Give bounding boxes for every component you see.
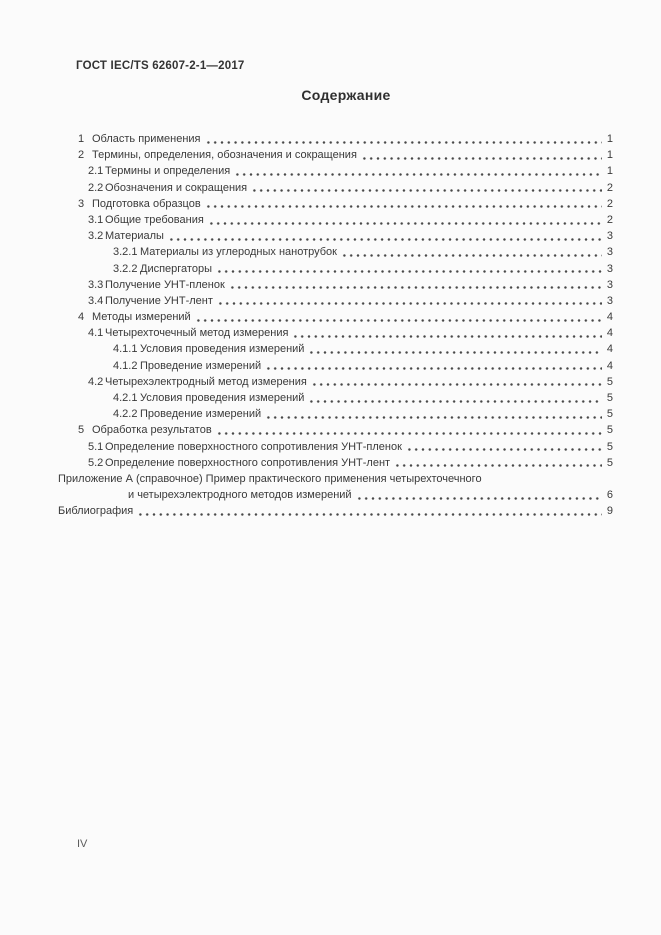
toc-entry-label: Условия проведения измерений <box>140 343 305 356</box>
toc-entry-page: 5 <box>606 456 613 469</box>
toc-entry <box>58 293 613 309</box>
toc-entry-label: Термины и определения <box>105 165 231 178</box>
toc-entry-page: 3 <box>606 294 613 307</box>
toc-entry <box>58 309 613 325</box>
toc-entry-page: 9 <box>606 505 613 518</box>
toc-entry-label: Материалы <box>105 230 164 243</box>
toc-entry-page: 5 <box>606 440 613 453</box>
toc-entry <box>58 228 613 244</box>
toc-entry-label: Общие требования <box>105 213 204 226</box>
dot-leader <box>308 390 602 406</box>
toc-entry-page: 3 <box>606 262 613 275</box>
toc-entry-page: 5 <box>606 375 613 388</box>
dot-leader <box>234 163 602 179</box>
toc-entry-label: Определение поверхностного сопротивления УНТ-пленок <box>105 440 402 453</box>
toc-entry <box>58 277 613 293</box>
toc-entry-page: 2 <box>606 213 613 226</box>
toc-entry-number: 3.2 <box>88 230 104 243</box>
toc-entry-number: 4.2.2 <box>113 408 138 421</box>
toc-entry-page: 6 <box>606 489 613 502</box>
toc-entry-page: 2 <box>606 181 613 194</box>
toc-entry <box>58 212 613 228</box>
toc-entry-label: Четырехэлектродный метод измерения <box>105 375 307 388</box>
toc-entry <box>58 487 613 503</box>
dot-leader <box>229 277 602 293</box>
toc-entry <box>58 341 613 357</box>
toc-entry-label: Подготовка образцов <box>92 197 201 210</box>
toc-entry-label: Условия проведения измерений <box>140 392 305 404</box>
toc-entry <box>58 163 613 179</box>
toc-entry-number: 3.1 <box>88 213 104 226</box>
toc-entry-page: 5 <box>606 408 613 421</box>
page-title: Содержание <box>301 87 391 103</box>
dot-leader <box>341 244 602 260</box>
dot-leader <box>292 325 602 341</box>
toc-entry-page: 1 <box>606 149 613 162</box>
toc-entry <box>58 196 613 212</box>
toc-entry-page: 2 <box>606 197 613 210</box>
toc-entry-label: Библиография <box>58 505 134 518</box>
toc-entry-number: 3.4 <box>88 294 104 307</box>
toc-entry <box>58 406 613 422</box>
dot-leader <box>308 341 602 357</box>
toc-entry <box>58 422 613 438</box>
dot-leader <box>217 293 602 309</box>
toc-entry-page: 4 <box>606 311 613 324</box>
toc-entry-label: Обозначения и сокращения <box>105 181 248 194</box>
toc-entry-number: 5.2 <box>88 456 104 469</box>
toc-entry-label: Область применения <box>92 133 201 145</box>
toc-entry <box>58 455 613 471</box>
dot-leader <box>394 455 602 471</box>
dot-leader <box>251 180 602 196</box>
toc-entry-page: 4 <box>606 343 613 356</box>
toc-entry <box>58 439 613 455</box>
toc-entry-label: Проведение измерений <box>140 408 262 421</box>
dot-leader <box>265 406 602 422</box>
toc-entry-number: 4.1.1 <box>113 343 138 356</box>
dot-leader <box>311 374 602 390</box>
dot-leader <box>356 487 602 503</box>
toc-entry <box>58 244 613 260</box>
toc-entry-label: Диспергаторы <box>140 262 212 275</box>
toc-entry-page: 3 <box>606 278 613 291</box>
page-number: IV <box>77 838 88 850</box>
dot-leader <box>168 228 602 244</box>
toc-entry-page: 1 <box>606 133 613 145</box>
toc-entry <box>58 261 613 277</box>
dot-leader <box>208 212 602 228</box>
document-header: ГОСТ IEC/TS 62607-2-1—2017 <box>76 60 245 72</box>
dot-leader <box>216 422 602 438</box>
toc-entry <box>58 374 613 390</box>
dot-leader <box>361 147 602 163</box>
toc-entry <box>58 325 613 341</box>
toc-entry-page: 1 <box>606 165 613 178</box>
toc-entry-label: Получение УНТ-лент <box>105 294 213 307</box>
toc-entry-number: 4.1 <box>88 327 104 340</box>
toc-entry-page: 4 <box>606 359 613 372</box>
dot-leader <box>406 439 602 455</box>
toc-entry-number: 5.1 <box>88 440 104 453</box>
toc-entry <box>58 180 613 196</box>
toc-entry-label: Обработка результатов <box>92 424 212 437</box>
toc-entry-number: 4.1.2 <box>113 359 138 372</box>
toc-entry <box>58 131 613 147</box>
toc-entry-label: Определение поверхностного сопротивления УНТ-лент <box>105 456 391 469</box>
dot-leader <box>205 131 603 147</box>
toc-entry-label: Термины, определения, обозначения и сокращения <box>92 149 357 162</box>
toc-entry <box>58 503 613 519</box>
toc-entry-label: Методы измерений <box>92 311 191 324</box>
toc-entry-label: Четырехточечный метод измерения <box>105 327 289 340</box>
toc-entry-number: 2.1 <box>88 165 104 178</box>
table-of-contents <box>58 131 613 520</box>
toc-entry-number: 3.3 <box>88 278 104 291</box>
toc-entry-number: 2.2 <box>88 181 104 194</box>
dot-leader <box>137 503 602 519</box>
toc-entry-number: 3.2.1 <box>113 246 138 259</box>
toc-entry-page: 5 <box>606 392 613 404</box>
toc-entry <box>58 358 613 374</box>
toc-entry-page: 5 <box>606 424 613 437</box>
dot-leader <box>216 261 602 277</box>
toc-entry-page: 3 <box>606 246 613 259</box>
toc-entry-label: Материалы из углеродных нанотрубок <box>140 246 337 259</box>
toc-entry-number: 3 <box>78 197 85 210</box>
toc-entry-number: 3.2.2 <box>113 262 138 275</box>
toc-entry <box>58 471 613 487</box>
dot-leader <box>265 358 602 374</box>
toc-entry-number: 4.2.1 <box>113 392 138 404</box>
toc-entry <box>58 390 613 406</box>
toc-entry-label: и четырехэлектродного методов измерений <box>128 489 352 502</box>
toc-entry-label: Проведение измерений <box>140 359 262 372</box>
toc-entry-number: 4 <box>78 311 85 324</box>
toc-entry <box>58 147 613 163</box>
toc-entry-number: 4.2 <box>88 375 104 388</box>
toc-entry-number: 1 <box>78 133 85 145</box>
toc-entry-page: 3 <box>606 230 613 243</box>
toc-entry-number: 2 <box>78 149 85 162</box>
dot-leader <box>205 196 602 212</box>
toc-entry-label: Приложение А (справочное) Пример практического применения четырехточечного <box>58 472 482 485</box>
dot-leader <box>195 309 602 325</box>
toc-entry-number: 5 <box>78 424 85 437</box>
toc-entry-label: Получение УНТ-пленок <box>105 278 225 291</box>
toc-entry-page: 4 <box>606 327 613 340</box>
